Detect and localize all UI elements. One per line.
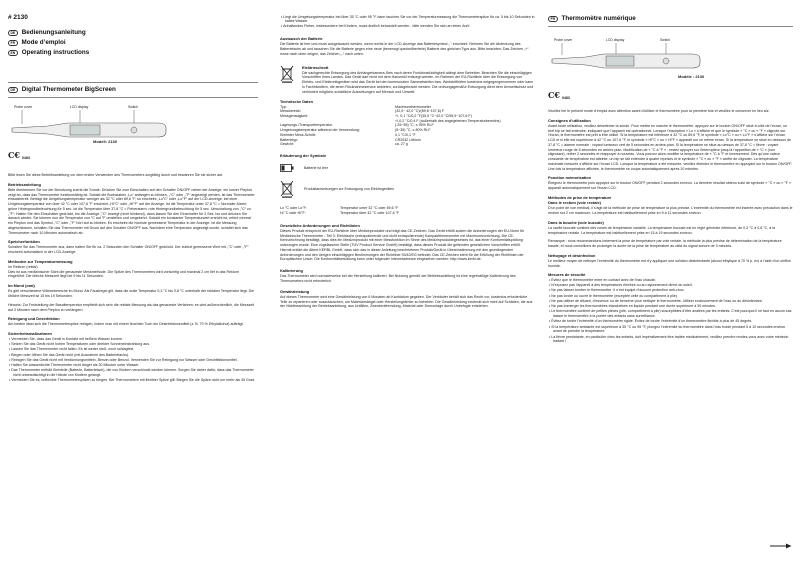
diagram-label-display: LCD display [606, 38, 625, 42]
content-section [548, 195, 793, 216]
list-item: • Reinigen Sie das Gerät nicht mit Verdünnungsmitteln, Benzin oder Benzol. Verwenden Sie zur Reinigung nur Wasser oder Desinfektionsmittel. [8, 358, 256, 363]
table-row [280, 211, 535, 216]
list-item: • Halten Sie wasserdichte Thermometer nicht länger als 30 Minuten unter Wasser. [8, 363, 256, 368]
language-badge: FR [8, 40, 18, 47]
list-item: • Évitez de tordre l’extrémité d’un thermomètre rigide. Évitez de tordre l’extrémité d’un thermomètre flexible à plus de 45 degrés. [548, 319, 793, 324]
section-heading: Consignes d’utilisation [548, 117, 591, 123]
code-label: Hi °C oder Hi°F: [280, 211, 306, 216]
section-text: Dieses Produkt entspricht der EU-Richtlinie über Medizinprodukte und trägt das CE-Zeichen. Das Gerät erfüllt zudem die Anforderungen der EU-Norm für Medizinische Thermometer - Teil 3: Elektrische (extrapolierende und nicht extrapolierende) Kompaktthermometer mit Maximumvorrichtung. Die CE-Kennzeichnung bestätigt, dass dies ein Medizinprodukt mit einer Messfunktion im Sinne des Medizinproduktegesetzes ist, das einer Konformitätsprüfung unterzogen wurde. Eine zugelassene Stelle (TÜV Product Service GmbH) bestätigt, dass dieses Produkt die geltenden gesetzlichen Vorschriften erfüllt. Hiermit erklärt die Albert KERBL GmbH, dass sich das in dieser Anleitung beschriebene Produkt/Gerät in Übereinstimmung mit den grundlegenden Anforderungen und den übrigen einschlägigen Bestimmungen der Richtlinie 93/42/EG befindet. Das CE-Zeichen steht für die Erfüllung der Richtlinien der Europäischen Union. Die Konformitätserklärung kann unter folgender Internetadresse eingesehen werden: http://www.kerbl.de. [280, 228, 525, 262]
section-heading: Im Mund (oral) [8, 283, 35, 289]
ce-mark [8, 150, 30, 161]
list-item: • Das Thermometer enthält Kleinteile (Batterie, Batteriefach), die von Kindern verschluckt werden können. Sorgen Sie daher dafür, dass das Thermometer nicht unbeaufsichtigt in die Hände von Kindern gelangt. [8, 368, 256, 377]
german-body [8, 172, 256, 383]
list-item: • Vermeiden Sie es, unflexible Thermometerspitzen zu biegen. Bei Thermometern mit flexibler Spitze gilt: Biegen Sie die Spitze nicht um mehr als 45 Grad. [8, 378, 256, 383]
precaution-list [280, 15, 535, 30]
spec-key: Gewicht: [280, 142, 294, 147]
thermometer-icon [548, 43, 748, 79]
section-text: Hinweis: Zur Feststellung der Basaltemperatur empfiehlt sich sehr die rektale Messung als das genaueste Verfahren; es wird außerordentlich, die Messzeit auf 3 Minuten nach dem Piepton zu verlängern. [8, 302, 255, 312]
safety-list [8, 337, 256, 383]
code-text: Temperatur unter 32 °C oder 89,6 °F [340, 206, 399, 211]
weee-block [280, 65, 535, 95]
intro-text: Veuillez lire le présent mode d’emploi avec attention avant d’utiliser le thermomètre pour la première fois et veuillez le conserver en lieu sûr. [548, 109, 770, 113]
spec-value: (-25~55) °C, ≤ 95% RLF [395, 123, 434, 128]
section-text: Bitte überkennen Sie vor der Benutzung zuerst die Sonde. Drücken Sie zum Einschalten auf den Schalter ON/OFF neben der Anzeige, ein kurzer Pieplon zeigt an, dass das Thermometer funktionsfähig ist. Sobald die Buchstaben „Lo“ anfangen zu blinken, „°C“ oder „°F“ angezeigt werden, ist das Thermometer einsatzbereit. Beträgt die Umgebungstemperatur weniger als 32 °C oder 89,6 °F, so erscheint „Lo°C“ oder „Lo°F“ auf der LCD-Anzeige; bei einer Umgebungstemperatur von über 42 °C oder 107,6 °F erscheint „HI°C“ oder „HI°F“ auf der Anzeige. Ist die Temperatur unter 37,8 °C = Normaler Alarm: grüne Hintergrundbeleuchtung für 5 sec. Ist die Temperatur über 37,8 °C = Fieberalarm: rote Hintergrundbeleuchtung für 5 sec. Umschaltung von „°C“ zu „°F“: Halten Sie den Einschalter gedrückt, bis die Anzeige „°C“ anzeigt (nicht blinkend), dann lassen Sie den Einschalter für 2 Sek. los und drücken Sie danach wieder. Sie können nun die Temperatur von °C auf °F umstellen und umgekehrt. Sobald ein konstanter Temperaturwert erreicht ist, ertönt viermal ein Piepton und das Symbol „°C“ oder „°F“ hört auf zu blinken. Es erscheint die höchste gemessene Temperatur in der Anzeige. Ist die Messung abgeschlossen, schalten Sie das Thermometer mit Druck auf den Schalter ON/OFF aus. Nachdem eine Temperatur angezeigt wurde, schaltet sich das Thermometer nach 10 Minuten automatisch ab. [8, 187, 255, 235]
language-label: Mode d’emploi [21, 38, 66, 46]
ce-icon: C€ [548, 90, 560, 100]
section-text: La cavité buccale contient des zones de température variable. La température buccale est en règle générale inférieure, de 0,3 °C à 0,8 °C, à la température rectale. La température est habituellement prise en 15 à 19 secondes environ. [548, 225, 776, 235]
section-heading: Gewährleistung [280, 288, 310, 294]
list-item: • Ne pas utiliser de diluant, d’essence ou de benzène pour nettoyer le thermomètre. Utiliser exclusivement de l’eau ou du désinfectant. [548, 299, 793, 304]
list-item: • Ne pas tordre ou ouvrir le thermomètre (exceptée celle du compartiment à pile). [548, 294, 793, 299]
section-heading: Elektroschrott [302, 64, 329, 70]
section-heading: Nettoyage et désinfection [548, 252, 596, 258]
spec-key: Umgebungstemperatur während der Verwendung: [280, 128, 360, 133]
weee-text-block [302, 65, 535, 95]
section-heading: Technische Daten [280, 99, 314, 105]
content-section [548, 239, 793, 248]
content-section [8, 316, 256, 327]
display-codes [280, 206, 535, 215]
section-heading: Erläuterung der Symbole [280, 153, 327, 159]
spec-key: Batterietyp: [280, 137, 299, 142]
section-text: Die Batterie ist leer und muss ausgetauscht werden, wenn rechts in der LCD-Anzeige das Batteriesymbol „ “ erscheint. Nehmen Sie die Abdeckung des Batteriefachs ab und tauschen Sie die Batterie gegen eine neue (benenzgt quecksilberfreie) Batterie des gleichen Typs aus. Bitte beachten: Das Zeichen „+“ muss nach oben zeigen, das Zeichen „-“ nach unten. [280, 42, 529, 56]
spec-value: +/- 0,1 °C/0,2 °F(35,5 °C~42,0 °C/95,9~107,6 F) [395, 114, 472, 119]
ce-number: 0483 [21, 155, 30, 160]
section-text: Am besten lässt sich die Thermometerspitze reinigen, indem man mit einem feuchten Tuch ein Desinfektionsmittel (z. B. 70 % Ethylalkohol) aufträgt. [8, 322, 244, 327]
page-title: Digital Thermometer BigScreen [21, 86, 116, 93]
spec-value: (5~35) °C, ≤ 80% RLF [395, 128, 431, 133]
symbol-label: Produktanweisungen zur Entsorgung von Elektrogeräten [304, 186, 395, 191]
section-text: Remarque : nous recommandons fortement la prise de température par voie rectale, la méthode la plus précise de détermination de la température basale, et nous conseillons de prolonger la durée de la prise de température au-delà du signal sonore de 3 minutes. [548, 239, 782, 248]
section-heading: Austausch der Batterie [280, 36, 323, 42]
section-text: Auf dieses Thermometer wird eine Gewährleistung von 6 Monaten ab Kaufdatum gegeben. Der Verkäufer behält sich das Recht vor, kostenlos erforderliche Teile zu reparieren oder auszutauschen, um Materialmängel oder Herstellungsfehler zu beheben. Die Gewährleistung erstreckt sich nicht auf Schäden, die aus der Nichtbeachtung der Betriebsanleitung, aus Unfällen, Zweckentfremdung, Material oder Demontage durch Unbefugte entstehen. [280, 294, 533, 309]
diagram-label-probe: Probe cover [14, 105, 33, 109]
list-item: • Le thermomètre contient de petites pièces (pile, compartiment à pile) susceptibles d’être avalées par les enfants. C’est pourquoi il ne faut en aucun cas laisser le thermomètre à la portée des enfants sans surveillance. [548, 309, 793, 318]
symbol-row [280, 180, 535, 198]
crossed-bin-icon [280, 180, 294, 198]
content-section [8, 239, 256, 255]
section-text: Es gibt verschiedene Wärmebereiche im Mund. Als Faustregel gilt, dass die orale Temperatur 0,3 °C bis 0,8 °C unterhalb der rektalen Temperatur liegt. Die übliche Messzeit ist 15 bis 19 Sekunden. [8, 289, 255, 299]
german-body-continued [280, 14, 535, 309]
spec-value: Maximumthermometer [395, 104, 431, 109]
crossed-bin-icon [280, 65, 294, 83]
section-text: Schalten Sie das Thermometer aus, dann halten Sie für ca. 2 Sekunden den Schalter ON/OFF gedrückt. Der zuletzt gemessene Wert mit „°C“ oder „°F“ erscheint automatisch in der LCD-Anzeige. [8, 245, 249, 255]
section-text: Das Thermometer wird normalerweise bei der Herstellung kalibriert. Bei Nutzung gemäß der Betriebsanleitung ist eine regelmäßige Kalibrierung des Thermometers nicht erforderlich. [280, 274, 516, 283]
column-german [8, 0, 258, 567]
section-heading: Gesetzliche Anforderungen und Richtlinien [280, 222, 360, 228]
diagram-label-switch: Switch [660, 38, 670, 42]
symbol-label: Batterie ist leer [304, 165, 328, 170]
spec-key: Messbereich: [280, 109, 302, 114]
spec-value: 0,1 °C/0,1 °F [395, 132, 416, 137]
list-item: • Ne pas immerger les thermomètres étanchéisés en liquide pendant une durée supérieure à 30 minutes. [548, 304, 793, 309]
ce-mark [548, 90, 570, 101]
list-item: • N’exposez pas l’appareil à des températures élevées ou au rayonnement direct du soleil. [548, 283, 793, 288]
next-page-arrow-icon [770, 543, 792, 549]
list-item: • Si la température ambiante est supérieure à 35 °C ou 95 °F, plongez l’extrémité du thermomètre dans l’eau froide pendant 5 à 10 secondes environ avant de prendre la température. [548, 325, 793, 334]
list-item: • Liegt die Umgebungstemperatur bei über 35 °C oder 95 °F dann tauchen Sie vor der Temperaturmessung die Thermometerspitze für ca. 5 bis 10 Sekunden in kaltes Wasser. [280, 15, 535, 24]
section-heading: Méthodes de prise de température Dans le rectum (voie rectale) [548, 194, 612, 206]
ce-icon: C€ [8, 150, 20, 160]
symbol-row [280, 164, 535, 172]
table-row [280, 142, 535, 147]
code-label: Lo °C oder Lo°F: [280, 206, 307, 211]
thermometer-diagram [8, 105, 208, 160]
spec-value: ca. 27 g [395, 142, 408, 147]
section-heading: Mesures de sécurité [548, 272, 586, 278]
content-section [8, 182, 256, 236]
spec-value: CR2032 Lithium [395, 137, 421, 142]
list-item: • Lassen Sie das Thermometer nicht fallen. Es ist weder stoß- noch schlagfest. [8, 347, 256, 352]
section-title-bar [8, 82, 258, 98]
spec-table [280, 105, 535, 148]
content-section [8, 303, 256, 312]
page-title: Thermomètre numérique [561, 15, 636, 22]
spec-key: Typ: [280, 104, 287, 109]
spec-key: Kleinster Mess-Schritt: [280, 132, 316, 137]
code-text: Temperatur über 42 °C oder 107,6 °F [340, 211, 400, 216]
french-body [548, 108, 793, 344]
section-title-bar [548, 12, 793, 27]
list-item: • Ne pas laisser tomber le thermomètre. Il n’est équipé d’aucune protection anti-choc. [548, 288, 793, 293]
section-text: D’un point de vue médical, il s’agit de la méthode de prise de température la plus précise. L’extrémité du thermomètre est insérée avec précaution dans le rectum sur 2 cm maximum. La température est habituellement prise en 9 à 11 secondes environ. [548, 206, 793, 215]
section-text: Die sachgerechte Entsorgung des Anhängerkamera-Sets nach deren Funktionstüchtigkeit obliegt dem Betreiber. Beachten Sie die einschlägigen Vorschriften Ihres Landes. Das Gerät darf nicht mit dem Hausmüll entsorgt werden. Im Rahmen der EU-Richtlinie über die Entsorgung von Elektro- und Elektronikgeräten wird das Gerät bei den kommunalen Sammelstellen bzw. Wertstoffhöfen kostenlos entgegengenommen oder kann in Fachhändlern, die einen Rücknahmeservice anbieten, zurückgebracht werden. Die ordnungsgemäße Entsorgung dient dem Umweltschutz und verhindert mögliche schädliche Auswirkungen auf Mensch und Umwelt. [302, 70, 534, 94]
section-text: Im Rektum (rektal) Dies ist aus medizinischer Sicht die genaueste Messmethode. Die Spitze des Thermometers wird vorsichtig und maximal 2 cm tief in das Rektum eingeführt. Die übliche Messzeit liegt bei 9 bis 11 Sekunden. [8, 265, 239, 279]
section-heading: Reinigung und Desinfektion [8, 316, 60, 322]
content-section [548, 253, 793, 269]
model-number: Modèle : 2130 [678, 74, 705, 79]
language-list [8, 28, 89, 58]
language-item-de [8, 28, 89, 38]
content-section [548, 118, 793, 172]
language-badge: EN [8, 50, 18, 57]
spec-key: Messgenauigkeit: [280, 114, 308, 119]
language-badge: FR [548, 16, 558, 23]
ce-number: 0483 [561, 95, 570, 100]
content-section [8, 283, 256, 299]
diagram-label-display: LCD display [70, 105, 89, 109]
diagram-label-probe: Probe cover [554, 38, 573, 42]
spec-value: +/-0,2 °C/0,4 F (außerhalb des angegebenen Temperaturbereichs) [395, 118, 501, 123]
language-label: Operating instructions [21, 48, 90, 56]
reference-number: # 2130 [8, 14, 28, 21]
list-item: • Setzen Sie das Gerät nicht hohen Temperaturen oder direkter Sonneneinstrahlung aus. [8, 342, 256, 347]
content-section [548, 220, 793, 236]
language-item-en [8, 48, 89, 58]
language-item-fr [8, 38, 89, 48]
content-section [548, 175, 793, 191]
language-label: Bedienungsanleitung [21, 28, 86, 36]
section-heading: Methoden zur Temperaturmessung [8, 258, 73, 264]
list-item: • Évitez que le thermomètre entre en contact avec de l’eau chaude. [548, 278, 793, 283]
column-french [548, 0, 793, 567]
spec-key: Lagerungs-/Transporttemperatur: [280, 123, 333, 128]
section-heading: Speicherfunktion [8, 239, 40, 245]
language-badge: DE [8, 30, 18, 37]
intro-text: Bitte lesen Sie diese Betriebsanleitung vor dem ersten Verwenden des Thermometers sorgfältig durch und bewahren Sie sie sicher auf. [8, 173, 224, 177]
section-heading: Kalibrierung [280, 268, 303, 274]
spec-value: (32,0~ 42,0 °C)/(89,6~107,6) F [395, 109, 445, 114]
diagram-label-switch: Switch [128, 105, 138, 109]
safety-list [548, 278, 793, 344]
section-heading: Fonction mémorisation [548, 175, 592, 181]
section-text: Avant toute utilisation, veuillez désinfecter la sonde. Pour mettre en marche le thermomètre, appuyez sur le bouton ON/OFF situé à côté de l’écran, un bref bip se fait entendre, indiquant que l’appareil est opérationnel. Lorsque l’inscription « Lo » s’affiche et que le symbole « °C » ou « °F » clignote sur l’écran, le thermomètre est prêt à être utilisé. Si la température est inférieure à 32 °C ou 89,6 °F, le symbole « Lo°C » ou « Lo°F » s’affiche sur l’écran LCD et si elle est supérieure à 42 °C ou 107,6 °F, le symbole « Hi°C » ou « Hi°F » apparaît sur ce même écran. Si la température se situe en dessous de 37,8 °C = alarme normale : voyant lumineux vert de 5 secondes en arrière-plan. Si la température se situe au dessus de 37,8 °C = fièvre : voyant lumineux rouge de 5 secondes en arrière-plan. Modification de « °C à °F » : restez appuyer sur l’interrupteur jusqu’à l’apparition de « °C » (non clignotant), retirer 2 secondes et réappuyer à nouveau. Vous pouvez alors modifier la température de « °C à °F et inversement. Dès qu’une valeur constante de température est atteinte, un bip se fait entendre à quatre reprises et le symbole « °C » ou « °F » arrête de clignoter. La température maximale mesurée s’affiche sur l’écran LCD. Lorsque la température a été mesurée, veuillez éteindre le thermomètre en appuyant sur le bouton ON/OFF. Une fois la température affichée, le thermomètre se coupe automatiquement après 10 minutes. [548, 123, 793, 171]
section-heading: Sicherheitsmaßnahmen [8, 331, 52, 337]
list-item: • Biegen oder öffnen Sie das Gerät nicht (mit Ausnahme des Batteriefachs). [8, 353, 256, 358]
thermometer-diagram [548, 38, 748, 88]
language-badge: DE [8, 87, 18, 94]
content-section [8, 259, 256, 279]
model-number: Modell: 2130 [93, 139, 118, 144]
battery-icon [280, 164, 294, 172]
column-german-continued [280, 0, 535, 567]
list-item: • La fièvre persistante, en particulier chez les enfants, doit impérativement être traitée médicalement, veuillez prendre rendez-vous avec votre médecin traitant ! [548, 335, 793, 344]
section-heading: Betriebsanleitung [8, 181, 41, 187]
list-item: • Anhaltendes Fieber, insbesondere bei Kindern, muss ärztlich behandelt werden - bitte wenden Sie sich an einen Arzt! [280, 24, 535, 29]
section-heading: Dans la bouche (voie buccale) [548, 219, 604, 225]
list-item: • Vermeiden Sie, dass das Gerät in Kontakt mit heißem Wasser kommt. [8, 337, 256, 342]
section-text: Le meilleur moyen de nettoyer l’extrémité du thermomètre est d’y appliquer une solution désinfectante (alcool éthylique à 70 % p. ex) à l’aide d’un chiffon humide. [548, 258, 791, 268]
section-text: Éteignez le thermomètre puis appuyez sur le bouton ON/OFF pendant 2 secondes environ. La dernière résultat obtenu suivi de symbole « °C » ou « °F » apparaît automatiquement sur l’écran LCD. [548, 181, 791, 191]
